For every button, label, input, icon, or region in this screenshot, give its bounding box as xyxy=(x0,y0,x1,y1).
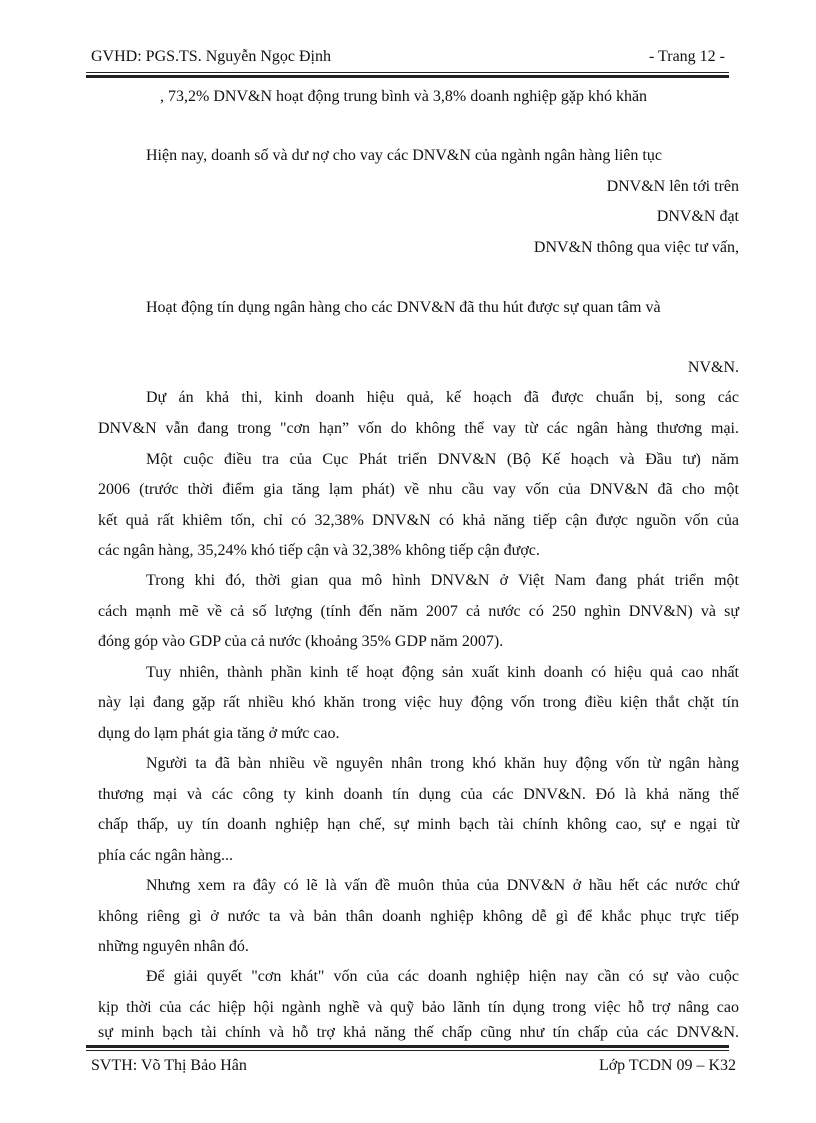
body-line-3: DNV&N lên tới trên xyxy=(606,178,739,195)
header-rule xyxy=(86,72,729,78)
body-line-27: Để giải quyết "cơn khát" vốn của các doanh nghiệp hiện nay cần có sự vào cuộc xyxy=(146,968,739,985)
body-line-12: kết quả rất khiêm tốn, chỉ có 32,38% DNV&N có khả năng tiếp cận được nguồn vốn của xyxy=(98,512,739,529)
body-line-25: không riêng gì ở nước ta và bản thân doanh nghiệp không dễ gì để khắc phục trực tiếp xyxy=(98,908,739,925)
body-line-22: chấp thấp, uy tín doanh nghiệp hạn chế, sự minh bạch tài chính không cao, sự e ngại từ xyxy=(98,816,739,833)
body-line-28: kịp thời của các hiệp hội ngành nghề và quỹ bảo lãnh tín dụng trong việc hỗ trợ nâng cao xyxy=(98,999,739,1016)
footer-class: Lớp TCDN 09 – K32 xyxy=(598,1057,736,1074)
body-line-7: NV&N. xyxy=(687,359,739,376)
body-line-6: Hoạt động tín dụng ngân hàng cho các DNV&N đã thu hút được sự quan tâm và xyxy=(146,299,661,316)
body-line-2: Hiện nay, doanh số và dư nợ cho vay các DNV&N của ngành ngân hàng liên tục xyxy=(146,147,662,164)
footer-student: SVTH: Võ Thị Bảo Hân xyxy=(91,1057,247,1074)
footer-rule xyxy=(86,1045,729,1051)
page-footer xyxy=(91,1057,736,1079)
page-header xyxy=(91,48,725,70)
body-line-19: dụng do lạm phát gia tăng ở mức cao. xyxy=(98,725,340,742)
body-line-1: , 73,2% DNV&N hoạt động trung bình và 3,8% doanh nghiệp gặp khó khăn xyxy=(160,88,648,105)
body-line-16: đóng góp vào GDP của cả nước (khoảng 35% GDP năm 2007). xyxy=(98,633,504,650)
body-line-29: sự minh bạch tài chính và hỗ trợ khả năng thế chấp cũng như tín chấp của các DNV&N. xyxy=(98,1024,739,1041)
body-line-9: DNV&N vẫn đang trong "cơn hạn” vốn do không thể vay từ các ngân hàng thương mại. xyxy=(98,420,739,437)
body-line-11: 2006 (trước thời điểm gia tăng lạm phát) về nhu cầu vay vốn của DNV&N đã cho một xyxy=(98,481,739,498)
body-line-5: DNV&N thông qua việc tư vấn, xyxy=(533,239,739,256)
body-line-8: Dự án khả thi, kinh doanh hiệu quả, kế hoạch đã được chuẩn bị, song các xyxy=(146,389,739,406)
body-line-23: phía các ngân hàng... xyxy=(98,847,234,864)
body-line-17: Tuy nhiên, thành phần kinh tế hoạt động sản xuất kinh doanh có hiệu quả cao nhất xyxy=(146,664,739,681)
body-line-14: Trong khi đó, thời gian qua mô hình DNV&N ở Việt Nam đang phát triển một xyxy=(146,572,739,589)
header-advisor: GVHD: PGS.TS. Nguyễn Ngọc Định xyxy=(91,48,331,65)
body-line-24: Nhưng xem ra đây có lẽ là vấn đề muôn thủa của DNV&N ở hầu hết các nước chứ xyxy=(146,877,739,894)
header-page-number: - Trang 12 - xyxy=(648,48,725,65)
body-line-10: Một cuộc điều tra của Cục Phát triển DNV&N (Bộ Kế hoạch và Đầu tư) năm xyxy=(146,451,739,468)
body-line-21: thương mại và các công ty kinh doanh tín dụng của các DNV&N. Đó là khả năng thế xyxy=(98,786,739,803)
body-line-18: này lại đang gặp rất nhiều khó khăn trong việc huy động vốn trong điều kiện thắt chặt tín xyxy=(98,694,739,711)
body-line-20: Người ta đã bàn nhiều về nguyên nhân trong khó khăn huy động vốn từ ngân hàng xyxy=(146,755,739,772)
body-line-4: DNV&N đạt xyxy=(656,208,739,225)
body-line-26: những nguyên nhân đó. xyxy=(98,938,249,955)
body-line-15: cách mạnh mẽ về cả số lượng (tính đến năm 2007 cả nước có 250 nghìn DNV&N) và sự xyxy=(98,603,739,620)
body-line-13: các ngân hàng, 35,24% khó tiếp cận và 32,38% không tiếp cận được. xyxy=(98,542,540,559)
